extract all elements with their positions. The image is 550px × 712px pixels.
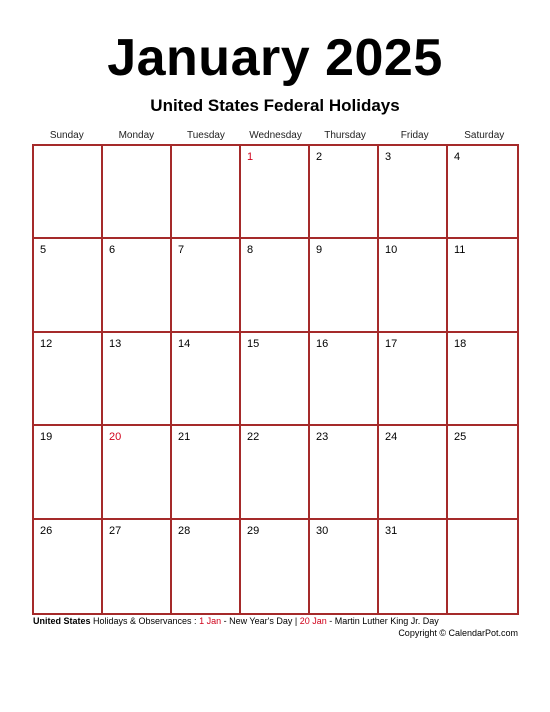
day-number: 27 (109, 524, 122, 537)
holiday-day-number: 1 (247, 151, 254, 163)
footer-holiday-name: - New Year's Day (221, 616, 293, 626)
day-number: 11 (454, 244, 466, 257)
footer-holiday-name: - Martin Luther King Jr. Day (326, 616, 439, 626)
weekday-label: Saturday (464, 130, 505, 141)
calendar-day-cell (310, 520, 379, 613)
calendar-day-cell (241, 333, 310, 426)
weekday-label: Monday (118, 130, 155, 141)
footer-separator: | (292, 616, 300, 626)
weekday-label: Sunday (49, 130, 84, 141)
footer-label: Holidays & Observances : (90, 616, 200, 626)
calendar-day-cell (34, 239, 103, 332)
calendar-day-cell (379, 333, 448, 426)
calendar-day-cell (103, 239, 172, 332)
calendar-day-cell (172, 426, 241, 519)
day-number: 18 (454, 337, 467, 350)
calendar-day-cell (448, 146, 517, 239)
calendar-day-cell (34, 520, 103, 613)
calendar-day-cell (103, 426, 172, 519)
weekday-label: Friday (400, 130, 429, 141)
calendar-day-cell (379, 146, 448, 239)
weekday-label: Wednesday (249, 130, 302, 141)
day-number: 5 (40, 244, 47, 257)
day-number: 13 (109, 337, 122, 350)
day-number: 21 (178, 431, 191, 444)
day-number: 3 (385, 151, 392, 163)
day-number: 23 (316, 431, 329, 444)
day-number: 28 (178, 524, 191, 537)
page-title: January 2025 (107, 29, 443, 87)
day-number: 30 (316, 524, 329, 537)
calendar-day-cell (310, 146, 379, 239)
day-number: 14 (178, 337, 191, 350)
day-number: 4 (454, 151, 461, 163)
calendar-empty-cell (103, 146, 172, 239)
calendar-day-cell (34, 426, 103, 519)
calendar-day-cell (241, 239, 310, 332)
weekday-label: Thursday (324, 130, 366, 141)
calendar-day-cell (103, 333, 172, 426)
day-number: 22 (247, 431, 260, 444)
calendar-empty-cell (172, 146, 241, 239)
day-number: 24 (385, 431, 398, 444)
day-number: 19 (40, 431, 53, 444)
holiday-footer (33, 615, 439, 627)
calendar-day-cell (448, 333, 517, 426)
day-number: 10 (385, 244, 398, 257)
page-subtitle: United States Federal Holidays (150, 96, 400, 115)
calendar-day-cell (103, 520, 172, 613)
calendar-day-cell (379, 426, 448, 519)
day-number: 7 (178, 244, 185, 257)
calendar-day-cell (448, 239, 517, 332)
day-number: 26 (40, 524, 53, 537)
calendar-day-cell (172, 239, 241, 332)
weekday-label: Tuesday (186, 130, 225, 141)
copyright-text: Copyright © CalendarPot.com (398, 628, 518, 638)
calendar-day-cell (172, 520, 241, 613)
footer-country: United States (33, 616, 91, 626)
day-number: 2 (316, 151, 323, 163)
footer-holiday-date: 20 Jan (299, 616, 327, 626)
calendar-day-cell (310, 239, 379, 332)
calendar-day-cell (448, 426, 517, 519)
calendar-day-cell (34, 333, 103, 426)
day-number: 31 (385, 524, 398, 537)
day-number: 9 (316, 244, 323, 257)
day-number: 15 (247, 337, 260, 350)
day-number: 29 (247, 524, 260, 537)
day-number: 12 (40, 337, 53, 350)
calendar-day-cell (241, 146, 310, 239)
day-number: 8 (247, 244, 254, 257)
calendar-grid (32, 144, 519, 615)
calendar-day-cell (379, 520, 448, 613)
holiday-day-number: 20 (109, 431, 122, 444)
calendar-day-cell (241, 520, 310, 613)
calendar-day-cell (379, 239, 448, 332)
calendar-empty-cell (448, 520, 517, 613)
calendar-day-cell (172, 333, 241, 426)
calendar-day-cell (310, 333, 379, 426)
footer-holiday-date: 1 Jan (199, 616, 222, 626)
day-number: 25 (454, 431, 467, 444)
calendar-day-cell (310, 426, 379, 519)
day-number: 17 (385, 337, 398, 350)
calendar-empty-cell (34, 146, 103, 239)
weekday-header-row (32, 129, 519, 143)
day-number: 16 (316, 337, 329, 350)
day-number: 6 (109, 244, 116, 257)
calendar-day-cell (241, 426, 310, 519)
